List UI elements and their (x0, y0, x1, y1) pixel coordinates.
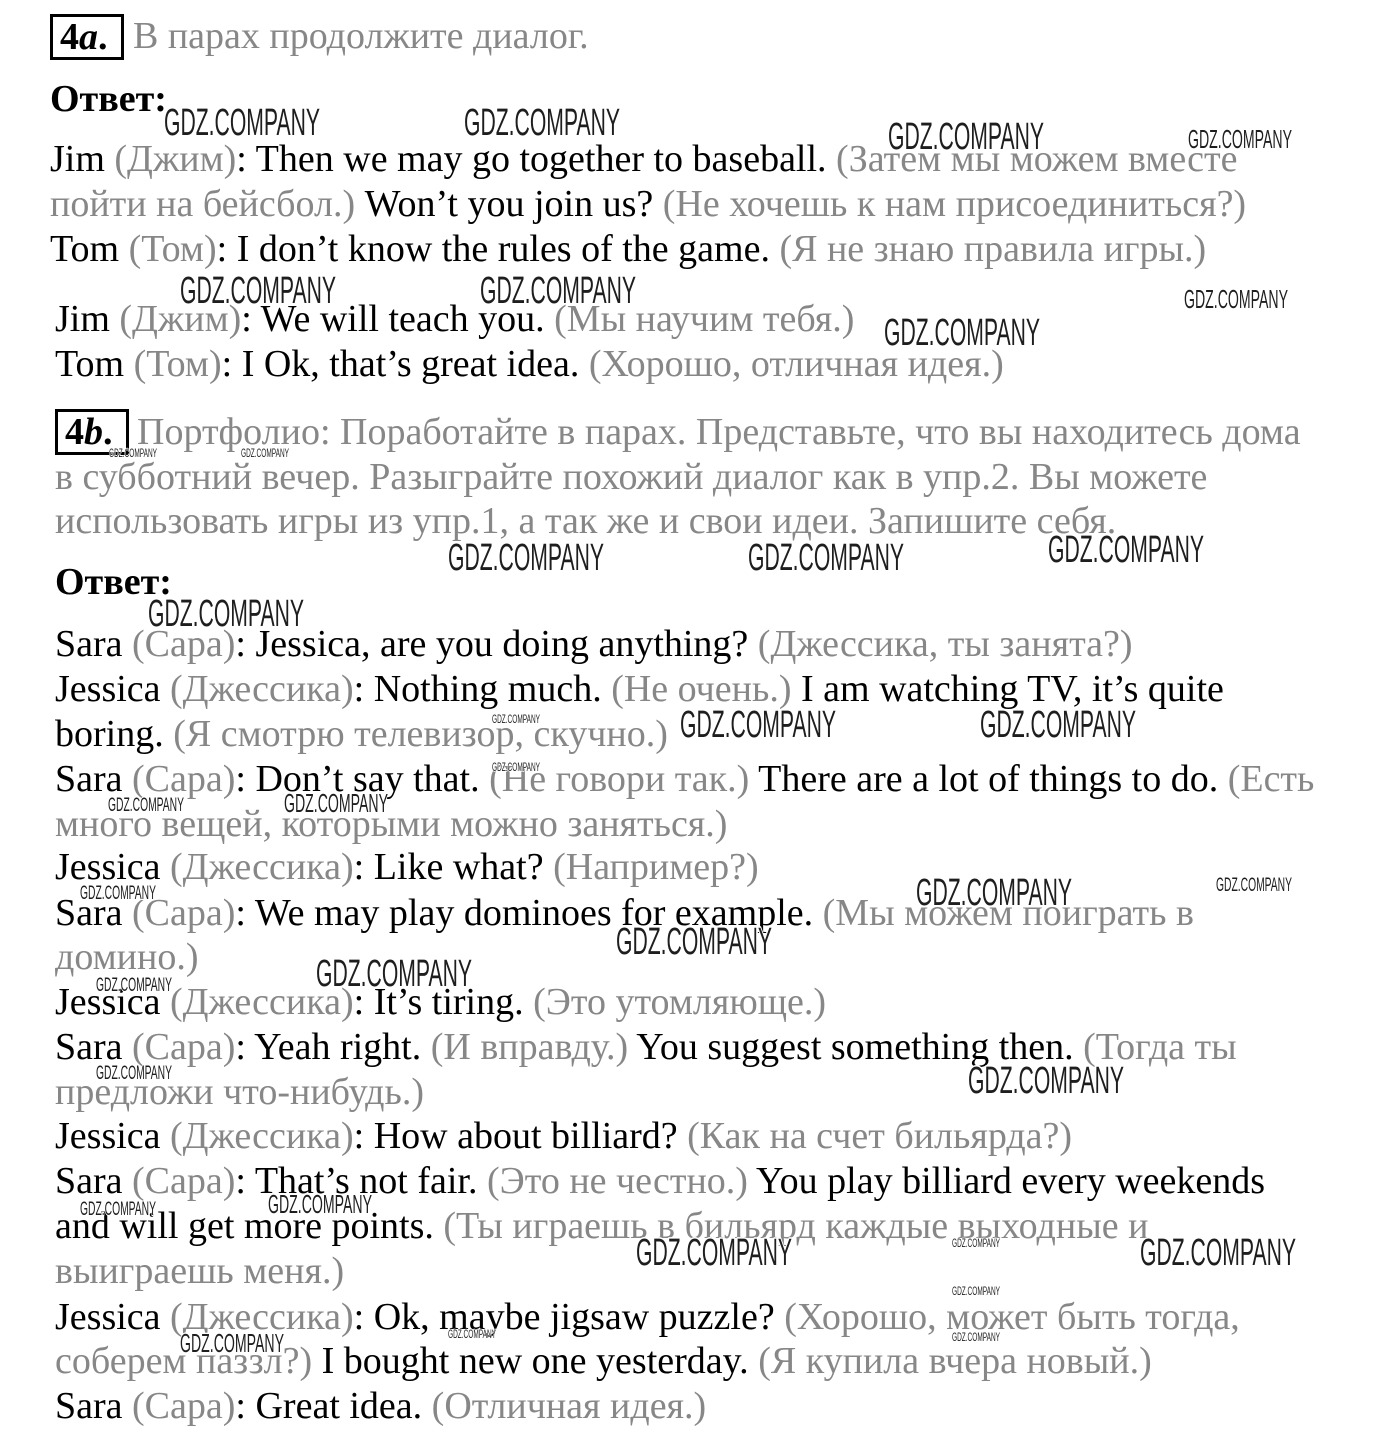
speaker-name: Sara (55, 1385, 123, 1427)
watermark-text: GDZ.COMPANY (80, 884, 157, 902)
exercise-instruction: в субботний вечер. Разыграйте похожий диалог как в упр.2. Вы можете (55, 456, 1208, 498)
dialogue-line (55, 845, 759, 890)
speaker-name: Jim (50, 138, 105, 180)
watermark-text: GDZ.COMPANY (448, 541, 604, 575)
dialogue-line (55, 342, 1004, 387)
russian-translation: (Это утомляюще.) (533, 981, 826, 1023)
english-text: Great idea. (255, 1385, 423, 1427)
watermark-text: GDZ.COMPANY (952, 1237, 1000, 1249)
english-text: Jessica, are you doing anything? (255, 623, 749, 665)
watermark-text: GDZ.COMPANY (180, 274, 336, 308)
watermark-text: GDZ.COMPANY (1048, 533, 1204, 567)
watermark (679, 708, 837, 742)
speaker-translation: (Джессика) (170, 1115, 354, 1157)
speaker-translation: (Том) (128, 228, 217, 270)
speaker-translation: (Джессика) (170, 668, 354, 710)
speaker-translation: (Сара) (132, 758, 236, 800)
speaker-colon: : (235, 1385, 246, 1427)
speaker-translation: (Джим) (114, 138, 237, 180)
english-text: Then we may go together to baseball. (255, 138, 827, 180)
russian-translation: (И вправду.) (430, 1026, 629, 1068)
english-text: Won’t you join us? (364, 183, 654, 225)
watermark-text: GDZ.COMPANY (916, 876, 1072, 910)
exercise-dot: . (98, 16, 108, 58)
speaker-name: Sara (55, 623, 123, 665)
russian-translation: (Это не честно.) (487, 1160, 748, 1202)
english-text: I am watching TV, it’s quite (800, 668, 1224, 710)
speaker-name: Sara (55, 758, 123, 800)
speaker-name: Tom (55, 343, 125, 385)
dialogue-line (55, 1204, 1148, 1249)
watermark-text: GDZ.COMPANY (180, 1332, 284, 1356)
russian-translation: (Мы научим тебя.) (554, 298, 855, 340)
watermark-text: GDZ.COMPANY (1216, 876, 1293, 894)
russian-translation: (Отличная идея.) (431, 1385, 707, 1427)
speaker-translation: (Джессика) (170, 981, 354, 1023)
speaker-name: Jessica (55, 668, 161, 710)
speaker-name: Tom (50, 228, 120, 270)
speaker-colon: : (235, 1160, 246, 1202)
watermark-text: GDZ.COMPANY (952, 1331, 1000, 1343)
speaker-colon: : (353, 846, 365, 888)
dialogue-line (55, 757, 1314, 802)
answer-label: Ответ: (50, 78, 167, 120)
dialogue-line (55, 935, 198, 980)
english-text: Nothing much. (373, 668, 602, 710)
dialogue-line (55, 297, 854, 342)
answer-label: Ответ: (55, 561, 172, 603)
english-text: Yeah right. (254, 1026, 422, 1068)
watermark-text: GDZ.COMPANY (164, 106, 320, 140)
english-text: You suggest something then. (636, 1026, 1074, 1068)
english-text: We will teach you. (260, 298, 545, 340)
watermark (447, 541, 605, 575)
russian-translation: выиграешь меня.) (55, 1250, 345, 1292)
dialogue-line (55, 1339, 1152, 1384)
dialogue-line (55, 712, 668, 757)
dialogue-line (55, 891, 1194, 936)
speaker-name: Sara (55, 892, 123, 934)
dialogue-line (55, 1114, 1072, 1159)
russian-translation: (Я смотрю телевизор, скучно.) (173, 713, 668, 755)
english-text: and will get more points. (55, 1205, 434, 1247)
watermark-text: GDZ.COMPANY (1188, 128, 1292, 152)
speaker-translation: (Сара) (132, 1385, 236, 1427)
russian-translation: (Мы можем поиграть в (822, 892, 1194, 934)
russian-translation: домино.) (55, 936, 199, 978)
watermark (979, 708, 1137, 742)
speaker-name: Jessica (55, 1296, 161, 1338)
speaker-translation: (Сара) (132, 1160, 236, 1202)
watermark-text: GDZ.COMPANY (316, 957, 472, 991)
watermark-text: GDZ.COMPANY (448, 1328, 496, 1340)
russian-translation: (Джессика, ты занята?) (757, 623, 1133, 665)
dialogue-line (55, 1249, 344, 1294)
speaker-colon: : (241, 298, 252, 340)
exercise-instruction: В парах продолжите диалог. (133, 15, 589, 57)
exercise-number: 4 (60, 16, 79, 58)
english-text: I Ok, that’s great idea. (241, 343, 580, 385)
watermark-text: GDZ.COMPANY (1140, 1236, 1296, 1270)
speaker-name: Sara (55, 1026, 123, 1068)
watermark (163, 106, 321, 140)
watermark-text: GDZ.COMPANY (636, 1236, 792, 1270)
watermark-text: GDZ.COMPANY (268, 1193, 372, 1217)
russian-translation: (Затем мы можем вместе (836, 138, 1238, 180)
exercise-instruction: использовать игры из упр.1, а так же и свои идеи. Запишите себя. (55, 500, 1117, 542)
watermark-text: GDZ.COMPANY (148, 597, 304, 631)
exercise-instruction: Портфолио: Поработайте в парах. Представьте, что вы находитесь дома (137, 411, 1301, 453)
russian-translation: (Ты играешь в бильярд каждые выходные и (443, 1205, 1149, 1247)
dialogue-line (55, 1384, 706, 1429)
watermark-text: GDZ.COMPANY (96, 1064, 173, 1082)
russian-translation: пойти на бейсбол.) (50, 183, 356, 225)
speaker-colon: : (353, 1296, 365, 1338)
speaker-translation: (Сара) (132, 892, 236, 934)
russian-translation: (Я не знаю правила игры.) (779, 228, 1207, 270)
exercise-letter: b (84, 411, 103, 453)
dialogue-line (50, 227, 1206, 272)
speaker-translation: (Сара) (132, 623, 236, 665)
speaker-colon: : (353, 981, 365, 1023)
russian-translation: (Хорошо, отличная идея.) (588, 343, 1004, 385)
russian-translation: (Не хочешь к нам присоединиться?) (662, 183, 1247, 225)
speaker-colon: : (235, 1026, 246, 1068)
speaker-colon: : (235, 892, 246, 934)
dialogue-line (50, 182, 1246, 227)
watermark-text: GDZ.COMPANY (80, 1200, 157, 1218)
russian-translation: соберем паззл?) (55, 1340, 313, 1382)
dialogue-line (55, 667, 1224, 712)
speaker-name: Jessica (55, 846, 161, 888)
speaker-translation: (Джим) (119, 298, 242, 340)
russian-translation: (Хорошо, может быть тогда, (784, 1296, 1240, 1338)
watermark-text: GDZ.COMPANY (748, 541, 904, 575)
russian-translation: (Как на счет бильярда?) (687, 1115, 1073, 1157)
speaker-name: Sara (55, 1160, 123, 1202)
speaker-colon: : (221, 343, 233, 385)
dialogue-line (55, 1159, 1265, 1204)
watermark-text: GDZ.COMPANY (968, 1064, 1124, 1098)
exercise-number-badge (50, 14, 124, 60)
speaker-colon: : (353, 668, 365, 710)
english-text: There are a lot of things to do. (758, 758, 1219, 800)
russian-translation: (Не очень.) (611, 668, 792, 710)
watermark (1215, 876, 1293, 894)
watermark (1183, 288, 1289, 312)
dialogue-line (55, 1025, 1237, 1070)
watermark-text: GDZ.COMPANY (480, 274, 636, 308)
watermark-text: GDZ.COMPANY (492, 713, 540, 725)
watermark-text: GDZ.COMPANY (284, 792, 388, 816)
dialogue-line (55, 622, 1133, 667)
watermark-text: GDZ.COMPANY (884, 316, 1040, 350)
watermark-text: GDZ.COMPANY (464, 106, 620, 140)
speaker-colon: : (236, 138, 247, 180)
english-text: How about billiard? (373, 1115, 678, 1157)
exercise-number: 4 (65, 411, 84, 453)
russian-translation: (Тогда ты (1083, 1026, 1237, 1068)
dialogue-line (55, 802, 727, 847)
watermark-text: GDZ.COMPANY (616, 925, 772, 959)
dialogue-line (50, 137, 1237, 182)
dialogue-line (55, 1295, 1240, 1340)
watermark (747, 541, 905, 575)
english-text: Ok, maybe jigsaw puzzle? (373, 1296, 775, 1338)
exercise-dot: . (103, 411, 113, 453)
dialogue-line (55, 1070, 424, 1115)
english-text: Don’t say that. (255, 758, 480, 800)
speaker-name: Jessica (55, 1115, 161, 1157)
english-text: boring. (55, 713, 164, 755)
speaker-translation: (Сара) (132, 1026, 236, 1068)
russian-translation: много вещей, которыми можно заняться.) (55, 803, 728, 845)
english-text: That’s not fair. (254, 1160, 478, 1202)
english-text: Like what? (373, 846, 544, 888)
russian-translation: (Не говори так.) (489, 758, 750, 800)
speaker-colon: : (235, 623, 246, 665)
watermark-text: GDZ.COMPANY (980, 708, 1136, 742)
speaker-translation: (Том) (133, 343, 222, 385)
watermark-text: GDZ.COMPANY (680, 708, 836, 742)
speaker-name: Jessica (55, 981, 161, 1023)
speaker-name: Jim (55, 298, 110, 340)
dialogue-line (55, 980, 826, 1025)
watermark-text: GDZ.COMPANY (492, 761, 540, 773)
watermark-text: GDZ.COMPANY (108, 796, 185, 814)
russian-translation: (Например?) (553, 846, 759, 888)
watermark (1139, 1236, 1297, 1270)
russian-translation: (Есть (1227, 758, 1315, 800)
speaker-translation: (Джессика) (170, 846, 354, 888)
russian-translation: предложи что-нибудь.) (55, 1071, 424, 1113)
exercise-letter: a (79, 16, 98, 58)
russian-translation: (Я купила вчера новый.) (758, 1340, 1152, 1382)
watermark-text: GDZ.COMPANY (109, 447, 157, 459)
english-text: You play billiard every weekends (756, 1160, 1266, 1202)
watermark-text: GDZ.COMPANY (1184, 288, 1288, 312)
watermark-text: GDZ.COMPANY (888, 120, 1044, 154)
watermark (463, 106, 621, 140)
watermark-text: GDZ.COMPANY (241, 447, 289, 459)
english-text: I bought new one yesterday. (321, 1340, 749, 1382)
speaker-colon: : (235, 758, 246, 800)
english-text: I don’t know the rules of the game. (236, 228, 770, 270)
exercise-number-badge (55, 409, 129, 455)
speaker-translation: (Джессика) (170, 1296, 354, 1338)
watermark-text: GDZ.COMPANY (952, 1285, 1000, 1297)
english-text: It’s tiring. (373, 981, 524, 1023)
english-text: We may play dominoes for example. (254, 892, 814, 934)
speaker-colon: : (353, 1115, 365, 1157)
watermark-text: GDZ.COMPANY (96, 976, 173, 994)
speaker-colon: : (216, 228, 228, 270)
